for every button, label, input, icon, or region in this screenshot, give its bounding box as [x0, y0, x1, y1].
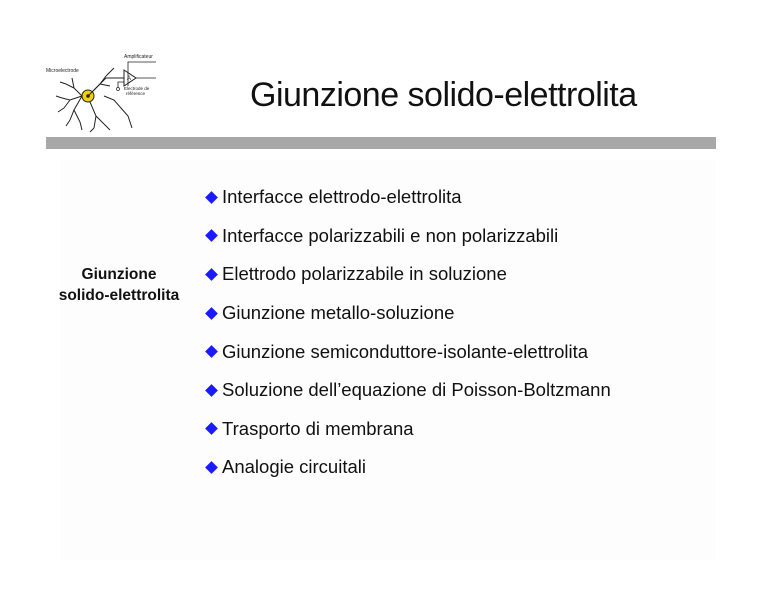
- svg-text:A: A: [127, 76, 132, 82]
- logo-amplifier-label: Amplificateur: [124, 54, 153, 60]
- logo-reference-label-1: Electrode de: [124, 86, 150, 91]
- slide-title: Giunzione solido-elettrolita: [250, 76, 637, 114]
- list-item: [205, 410, 611, 449]
- list-item-text: Giunzione metallo-soluzione: [222, 302, 455, 324]
- list-item: [205, 371, 611, 410]
- list-item: [205, 255, 611, 294]
- diamond-bullet-icon: [205, 230, 218, 243]
- section-label-line-1: Giunzione: [81, 266, 157, 283]
- list-item: [205, 448, 611, 487]
- title-divider: [46, 137, 716, 149]
- list-item: [205, 178, 611, 217]
- section-label-line-2: solido-elettrolita: [58, 287, 180, 304]
- list-item-text: Elettrodo polarizzabile in soluzione: [222, 263, 507, 285]
- list-item: [205, 217, 611, 256]
- logo-microelectrode-label: Microelectrode: [46, 68, 79, 74]
- diamond-bullet-icon: [205, 384, 218, 397]
- list-item-text: Trasporto di membrana: [222, 417, 414, 439]
- diamond-bullet-icon: [205, 307, 218, 320]
- diamond-bullet-icon: [205, 422, 218, 435]
- list-item-text: Interfacce elettrodo-elettrolita: [222, 186, 462, 208]
- list-item-text: Interfacce polarizzabili e non polarizzabili: [222, 224, 559, 246]
- diamond-bullet-icon: [205, 191, 218, 204]
- list-item-text: Analogie circuitali: [222, 456, 366, 478]
- topic-list: [205, 178, 611, 487]
- logo-reference-label-2: référence: [126, 91, 146, 96]
- list-item-text: Giunzione semiconduttore-isolante-elettrolita: [222, 340, 589, 362]
- list-item: [205, 332, 611, 371]
- neuron-amplifier-logo: [44, 48, 164, 134]
- diamond-bullet-icon: [205, 268, 218, 281]
- diamond-bullet-icon: [205, 461, 218, 474]
- list-item: [205, 294, 611, 333]
- list-item-text: Soluzione dell’equazione di Poisson-Boltzmann: [222, 379, 611, 401]
- section-label: [44, 264, 194, 306]
- diamond-bullet-icon: [205, 345, 218, 358]
